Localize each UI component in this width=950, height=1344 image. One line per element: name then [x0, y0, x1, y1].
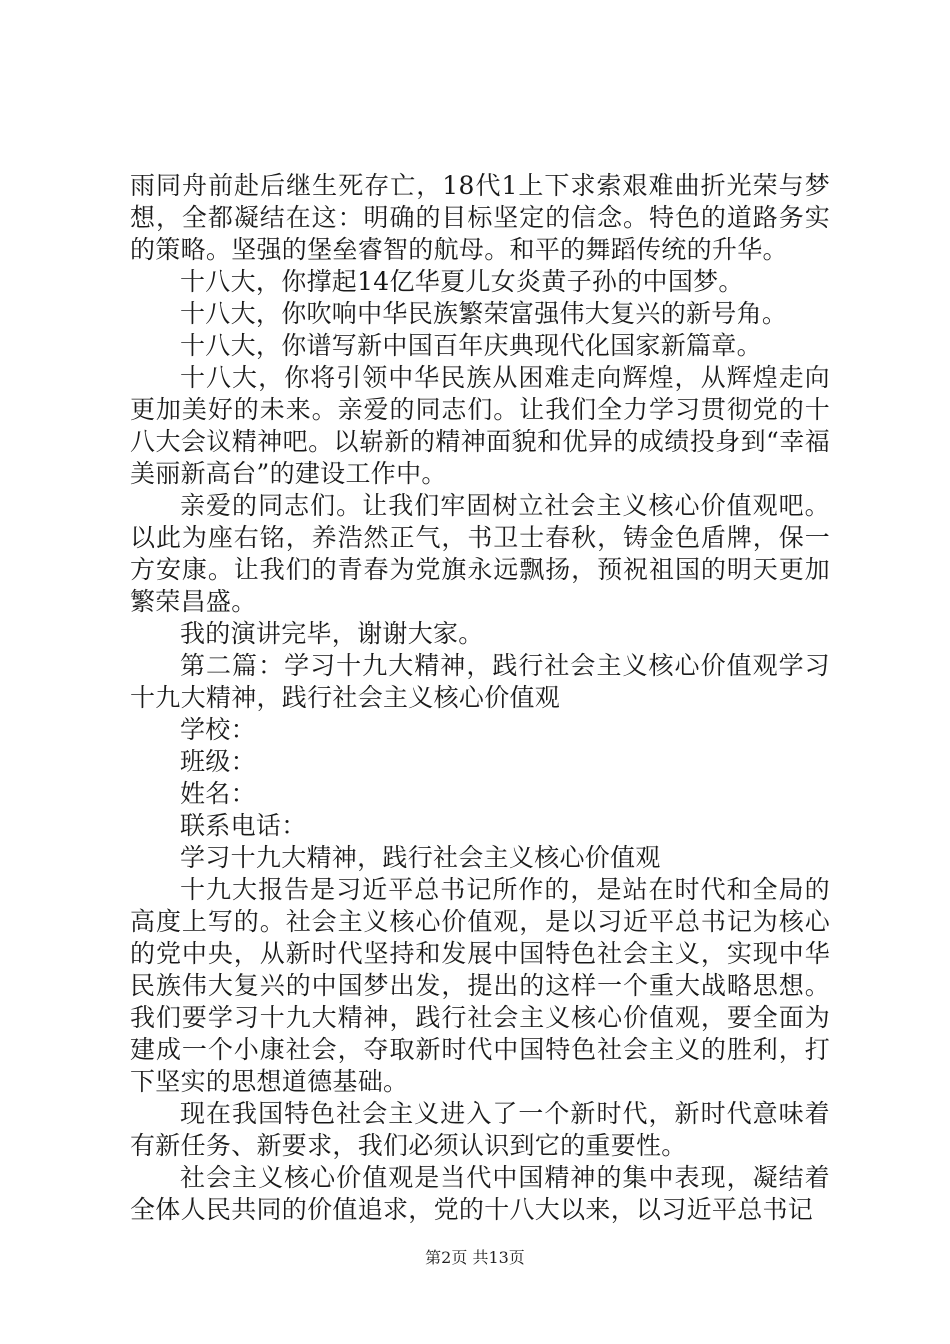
paragraph: 十八大，你撑起14亿华夏儿女炎黄子孙的中国梦。 — [180, 267, 744, 296]
form-field-class: 班级： — [180, 747, 256, 776]
paragraph: 十八大，你吹响中华民族繁荣富强伟大复兴的新号角。 — [180, 299, 788, 328]
paragraph: 十八大，你将引领中华民族从困难走向辉煌，从辉煌走向更加美好的未来。亲爱的同志们。让我们全力学习贯彻党的十八大会议精神吧。以崭新的精神面貌和优异的成绩投身到“幸福美丽新高台”的建设工作中。 — [130, 363, 830, 488]
essay-title: 学习十九大精神，践行社会主义核心价值观 — [180, 843, 661, 872]
paragraph: 我的演讲完毕，谢谢大家。 — [180, 619, 484, 648]
document-body — [130, 170, 830, 1226]
form-field-phone: 联系电话： — [180, 811, 307, 840]
paragraph: 雨同舟前赴后继生死存亡，18代1上下求索艰难曲折光荣与梦想，全都凝结在这：明确的目标坚定的信念。特色的道路务实的策略。坚强的堡垒睿智的航母。和平的舞蹈传统的升华。 — [130, 171, 830, 264]
section-heading: 第二篇：学习十九大精神，践行社会主义核心价值观学习十九大精神，践行社会主义核心价值观 — [130, 651, 830, 712]
paragraph: 十八大，你谱写新中国百年庆典现代化国家新篇章。 — [180, 331, 762, 360]
paragraph: 社会主义核心价值观是当代中国精神的集中表现，凝结着全体人民共同的价值追求，党的十八大以来，以习近平总书记 — [130, 1163, 830, 1224]
page-number: 第2页 共13页 — [425, 1248, 525, 1267]
paragraph: 现在我国特色社会主义进入了一个新时代，新时代意味着有新任务、新要求，我们必须认识到它的重要性。 — [130, 1099, 830, 1160]
paragraph: 十九大报告是习近平总书记所作的，是站在时代和全局的高度上写的。社会主义核心价值观，是以习近平总书记为核心的党中央，从新时代坚持和发展中国特色社会主义，实现中华民族伟大复兴的中国梦出发，提出的这样一个重大战略思想。我们要学习十九大精神，践行社会主义核心价值观，要全面为建成一个小康社会，夺取新时代中国特色社会主义的胜利，打下坚实的思想道德基础。 — [130, 875, 830, 1096]
paragraph: 亲爱的同志们。让我们牢固树立社会主义核心价值观吧。以此为座右铭，养浩然正气，书卫士春秋，铸金色盾牌，保一方安康。让我们的青春为党旗永远飘扬，预祝祖国的明天更加繁荣昌盛。 — [130, 491, 830, 616]
form-field-school: 学校： — [180, 715, 256, 744]
form-field-name: 姓名： — [180, 779, 256, 808]
